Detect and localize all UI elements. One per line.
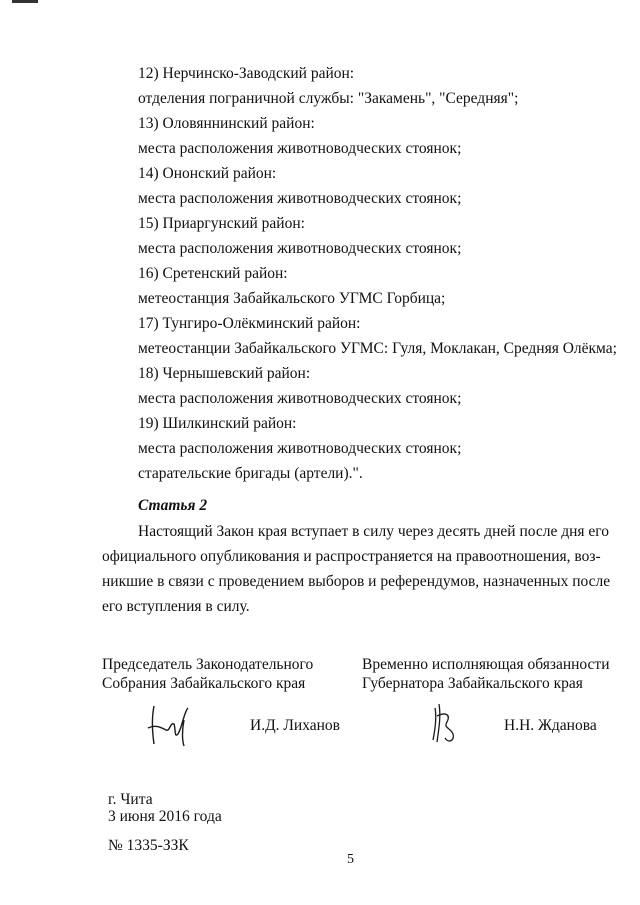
right-signatory-title [362, 655, 610, 693]
district-19-heading: 19) Шилкинский район: [138, 415, 297, 432]
left-title-line-2: Собрания Забайкальского края [102, 675, 306, 692]
article-paragraph-line-1: Настоящий Закон края вступает в силу через десять дней после дня его [138, 523, 610, 540]
district-17-heading: 17) Тунгиро-Олёкминский район: [138, 315, 361, 332]
district-12-detail: отделения пограничной службы: "Закамень", "Середняя"; [138, 90, 519, 107]
district-15-detail: места расположения животноводческих стоянок; [138, 240, 462, 257]
left-title-line-1: Председатель Законодательного [102, 656, 314, 673]
left-signatory-title [102, 655, 313, 693]
left-signatory-name: И.Д. Лиханов [250, 717, 340, 734]
corner-mark [12, 0, 38, 3]
article-paragraph-line-4: его вступления в силу. [102, 598, 250, 615]
date: 3 июня 2016 года [108, 808, 222, 825]
left-handwritten-signature [140, 700, 200, 750]
district-19-detail: места расположения животноводческих стоянок; [138, 440, 462, 457]
page-number: 5 [347, 852, 354, 867]
district-18-detail: места расположения животноводческих стоянок; [138, 390, 462, 407]
right-handwritten-signature [425, 698, 465, 748]
city: г. Чита [108, 791, 153, 808]
district-17-detail: метеостанции Забайкальского УГМС: Гуля, Моклакан, Средняя Олёкма; [138, 340, 617, 357]
right-signatory-name: Н.Н. Жданова [504, 717, 597, 734]
district-13-heading: 13) Оловяннинский район: [138, 115, 315, 132]
district-14-heading: 14) Ононский район: [138, 165, 277, 182]
right-title-line-2: Губернатора Забайкальского края [362, 675, 583, 692]
district-12-heading: 12) Нерчинско-Заводский район: [138, 65, 355, 82]
article-paragraph-line-3: никшие в связи с проведением выборов и референдумов, назначенных после [102, 573, 611, 590]
district-16-detail: метеостанция Забайкальского УГМС Горбица; [138, 290, 446, 307]
article-paragraph-line-2: официального опубликования и распространяется на правоотношения, воз- [102, 548, 601, 565]
district-15-heading: 15) Приаргунский район: [138, 215, 305, 232]
district-14-detail: места расположения животноводческих стоянок; [138, 190, 462, 207]
law-number: № 1335-ЗЗК [108, 837, 189, 854]
district-16-heading: 16) Сретенский район: [138, 265, 288, 282]
district-19-detail-2: старательские бригады (артели).". [138, 465, 363, 482]
article-heading: Статья 2 [138, 497, 208, 514]
district-13-detail: места расположения животноводческих стоянок; [138, 140, 462, 157]
right-title-line-1: Временно исполняющая обязанности [362, 656, 610, 673]
district-18-heading: 18) Чернышевский район: [138, 365, 311, 382]
